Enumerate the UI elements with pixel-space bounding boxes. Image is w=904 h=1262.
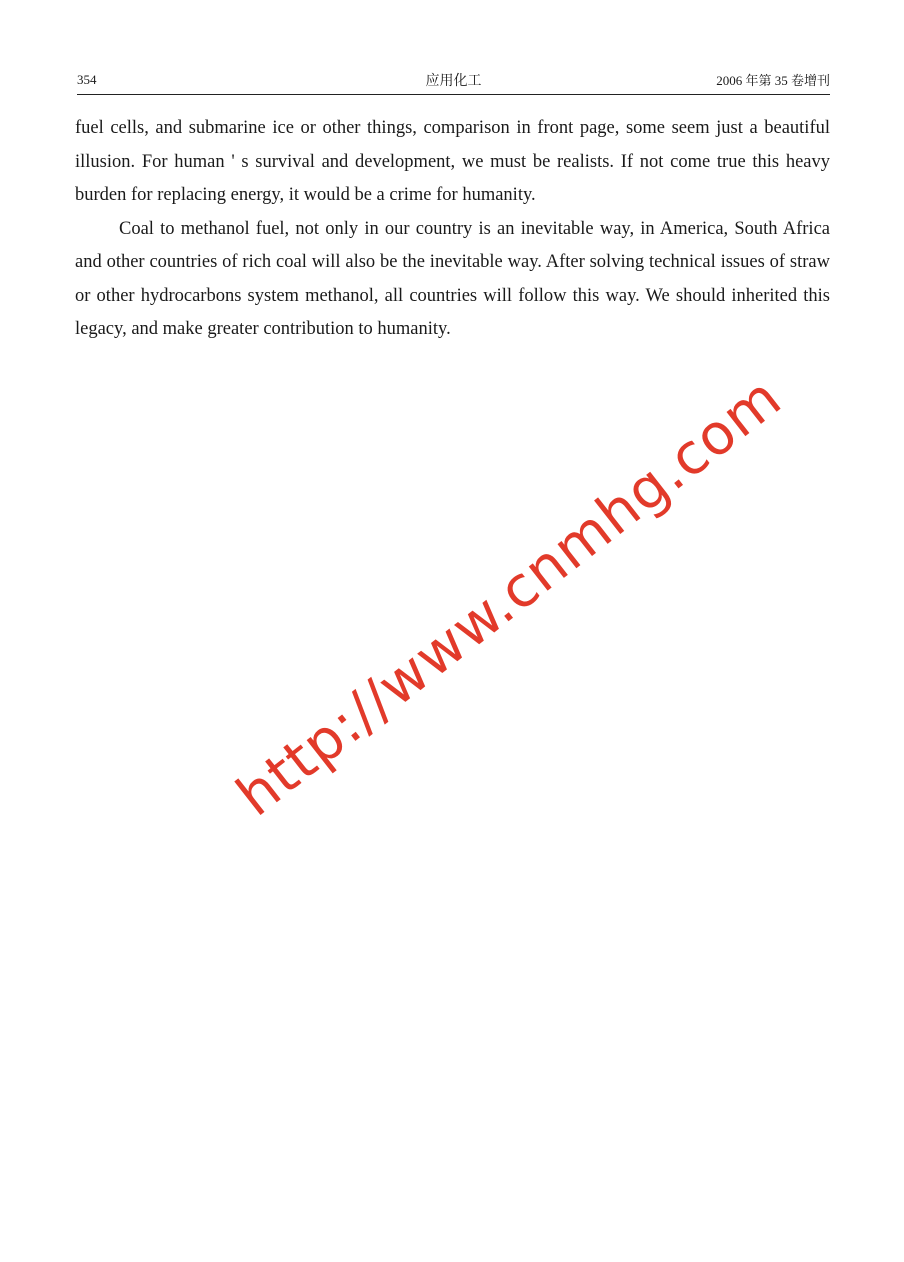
page-number: 354 xyxy=(77,72,97,87)
issue-info: 2006 年第 35 卷增刊 xyxy=(716,73,830,88)
article-body xyxy=(75,112,830,347)
journal-name: 应用化工 xyxy=(425,73,482,89)
paragraph-continued: fuel cells, and submarine ice or other things, comparison in front page, some seem just a beautiful illusion. For human ' s survival and development, we must be realists. If not come true this heavy burden for replacing energy, it would be a crime for humanity. xyxy=(75,118,830,205)
paragraph-coal-to-methanol: Coal to methanol fuel, not only in our country is an inevitable way, in America, South Africa and other countries of rich coal will also be the inevitable way. After solving technical issues of straw or other hydrocarbons system methanol, all countries will follow this way. We should inherited this legacy, and make greater contribution to humanity. xyxy=(75,218,830,339)
watermark-url: http://www.cnmhg.com xyxy=(225,364,794,830)
page-header xyxy=(77,64,830,94)
header-rule xyxy=(77,94,830,95)
